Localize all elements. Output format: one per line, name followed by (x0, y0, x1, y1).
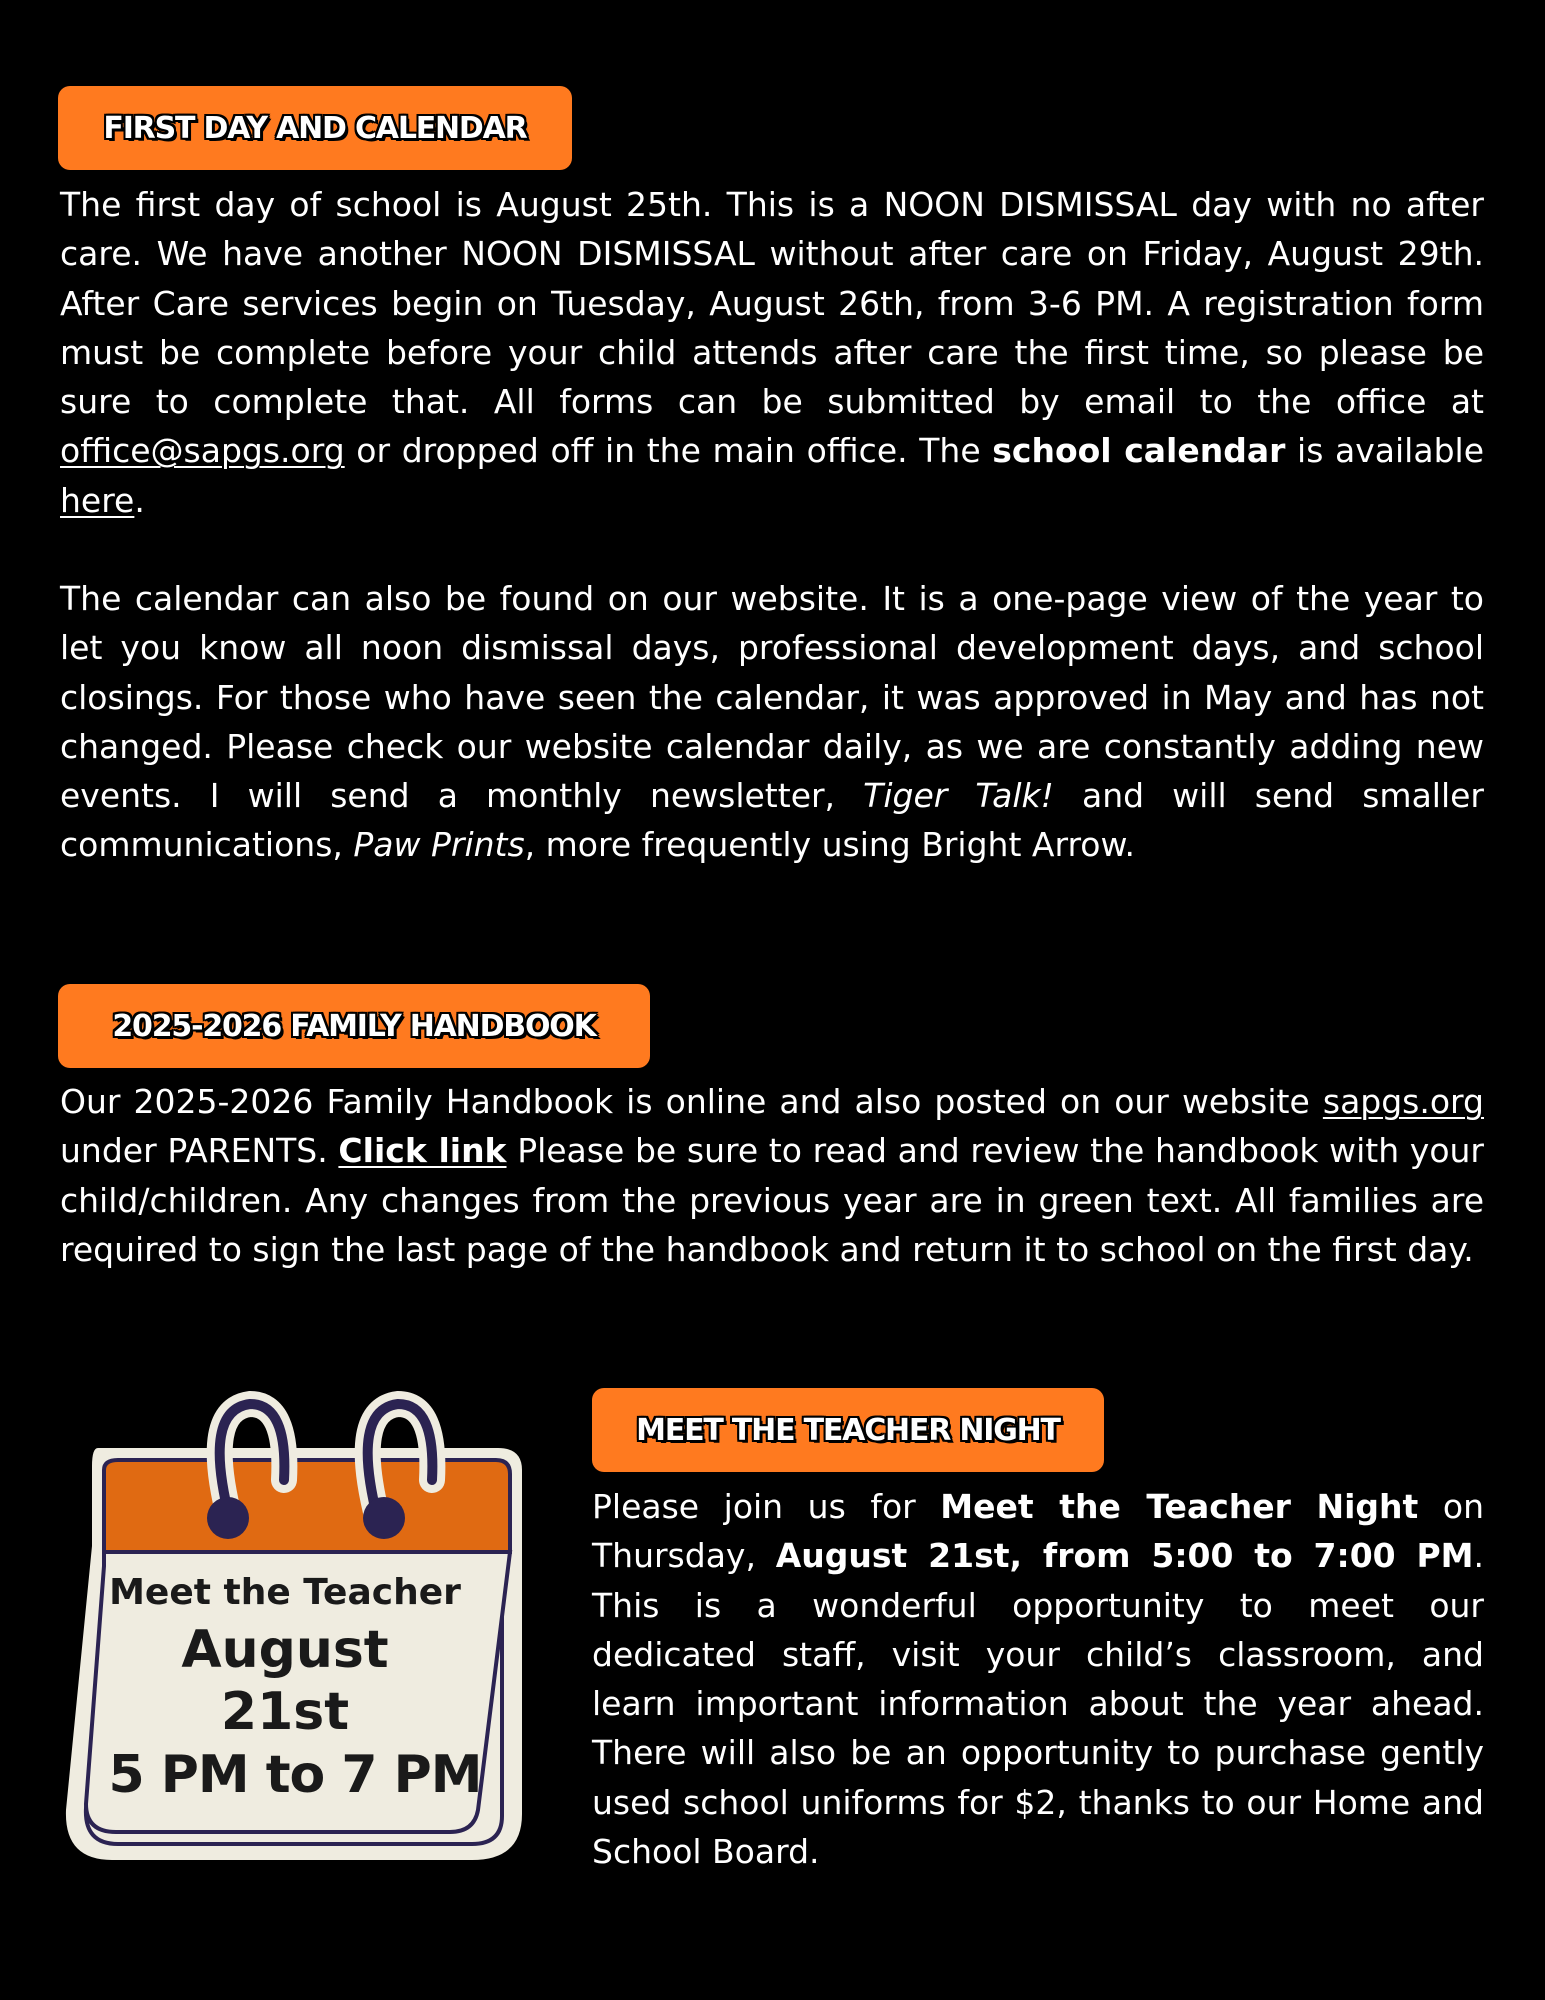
first-day-intro-text: The first day of school is August 25th. This is a NOON DISMISSAL day with no after care. We have another NOON DISMISSAL without after care on Friday, August 29th. After Care services begin on Tuesday, August 26th, from 3-6 PM. A registration form must be complete before your child attends after care the first time, so please be sure to complete that. All forms can be submitted by email to the office at (60, 185, 1484, 422)
handbook-end-text: Please be sure to read and review the handbook with your child/children. Any changes from the previous year are in green text. All families are required to sign the last page of the handbook and return it to school on the first day. (60, 1131, 1484, 1269)
handbook-mid-text: under PARENTS. (60, 1131, 339, 1171)
meet-teacher-paragraph (592, 1482, 1484, 1876)
meet-teacher-night-bold-text: Meet the Teacher Night (940, 1487, 1419, 1526)
first-day-paragraph (60, 180, 1484, 525)
meet-teacher-date-bold-text: August 21st, from 5:00 to 7:00 PM (775, 1536, 1474, 1576)
family-handbook-heading: 2025-2026 FAMILY HANDBOOK (58, 984, 650, 1068)
meet-teacher-start-text: Please join us for (592, 1487, 941, 1526)
handbook-start-text: Our 2025-2026 Family Handbook is online and also posted on our website (60, 1082, 1323, 1121)
calendar-info-mid-text: and will send smaller communications, (60, 776, 1485, 865)
tiger-talk-text: Tiger Talk! (863, 776, 1054, 816)
calendar-info-end-text: , more frequently using Bright Arrow. (524, 825, 1135, 865)
calendar-right-hole (363, 1497, 405, 1539)
handbook-click-link[interactable]: Click link (338, 1131, 507, 1171)
calendar-left-hole (207, 1497, 249, 1539)
calendar-title: Meet the Teacher (109, 1572, 461, 1613)
office-email-link[interactable]: office@sapgs.org (60, 431, 345, 471)
calendar-info-paragraph (60, 574, 1484, 870)
first-day-end-text: . (134, 480, 145, 520)
calendar-month: August (181, 1620, 389, 1680)
calendar-info-start-text: The calendar can also be found on our website. It is a one-page view of the year to let you know all noon dismissal days, professional development days, and school closings. For those who have seen the calendar, it was approved in May and has not changed. Please check our website calendar daily, as we are constantly adding new events. I will send a monthly newsletter, (60, 579, 1484, 816)
available-text: is available (1285, 431, 1484, 471)
meet-teacher-end-text: . This is a wonderful opportunity to meet our dedicated staff, visit your child’s classroom, and learn important information about the year ahead. There will also be an opportunity to purchase gently used school uniforms for $2, thanks to our Home and School Board. (592, 1536, 1484, 1872)
calendar-here-link[interactable]: here (60, 480, 135, 520)
calendar-day: 21st (220, 1682, 350, 1742)
school-calendar-bold-text: school calendar (992, 431, 1286, 471)
first-day-mid-text: or dropped off in the main office. The (344, 431, 993, 471)
calendar-time: 5 PM to 7 PM (108, 1745, 482, 1805)
handbook-paragraph (60, 1077, 1484, 1274)
meet-teacher-mid-text: on Thursday, (592, 1487, 1484, 1576)
first-day-calendar-heading: FIRST DAY AND CALENDAR (58, 86, 572, 170)
calendar-header (104, 1460, 510, 1552)
meet-the-teacher-calendar-graphic (52, 1370, 538, 1862)
paw-prints-text: Paw Prints (353, 825, 525, 865)
website-link[interactable]: sapgs.org (1322, 1082, 1484, 1121)
meet-teacher-night-heading: MEET THE TEACHER NIGHT (592, 1388, 1104, 1472)
